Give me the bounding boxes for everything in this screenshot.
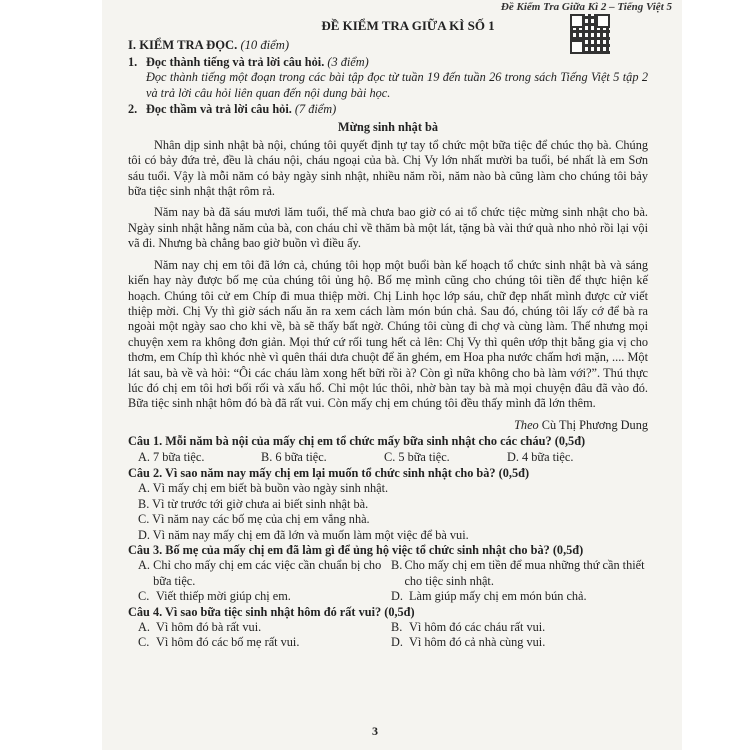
question-points: (0,5đ) (384, 604, 415, 619)
question-text: Câu 3. Bố mẹ của mấy chị em đã làm gì để ủng hộ việc tổ chức sinh nhật cho bà? (128, 543, 550, 557)
story-paragraph: Năm nay bà đã sáu mươi lăm tuổi, thế mà chưa bao giờ có ai tổ chức tiệc mừng sinh nhật cho bà. Ngày sinh nhật hằng năm của bà, con cháu chỉ về thăm bà một lát, tặng bà vài thứ quà nho nhỏ rồi lại vội vã đi. Nhưng bà chẳng bao giờ buồn vì điều ấy. (128, 205, 648, 251)
option-text: Vì hôm đó các bố mẹ rất vui. (156, 635, 300, 650)
answer-option[interactable] (138, 589, 383, 604)
option-label: D. (391, 635, 403, 650)
item-points: (3 điểm) (327, 54, 369, 69)
question-points: (0,5đ) (554, 434, 586, 449)
item-number: 1. (128, 54, 138, 69)
option-label: D. (391, 589, 403, 604)
question-text: Câu 2. Vì sao năm nay mấy chị em lại muốn tổ chức sinh nhật cho bà? (128, 465, 496, 480)
option-label: A. (138, 620, 150, 635)
item-label: Đọc thành tiếng và trả lời câu hỏi. (146, 54, 325, 69)
question-2 (128, 466, 648, 481)
running-header: Đề Kiểm Tra Giữa Kì 2 – Tiếng Việt 5 (500, 1, 672, 13)
option-label: C. (138, 589, 150, 604)
option-text: Viết thiếp mời giúp chị em. (156, 589, 291, 604)
instruction-item-2 (128, 102, 648, 117)
answer-option[interactable] (391, 558, 653, 589)
question-1-options (138, 450, 648, 465)
page-title: ĐỀ KIỂM TRA GIỮA KÌ SỐ 1 (321, 18, 495, 33)
answer-option[interactable] (138, 635, 383, 650)
option-text: Vì hôm đó cả nhà cùng vui. (409, 635, 546, 650)
option-text: Cho mấy chị em tiền để mua những thứ cần thiết cho tiệc sinh nhật. (404, 558, 645, 588)
instruction-item-1 (128, 55, 648, 70)
option-label: B. (391, 558, 403, 573)
question-text: Câu 1. Mỗi năm bà nội của mấy chị em tổ chức mấy bữa sinh nhật cho các cháu? (128, 434, 552, 449)
question-points: (0,5đ) (498, 465, 530, 480)
story-source (128, 418, 648, 433)
document-page (102, 0, 682, 750)
section-heading (128, 38, 648, 53)
item-label: Đọc thầm và trả lời câu hỏi. (146, 102, 292, 117)
item-description: Đọc thành tiếng một đoạn trong các bài tập đọc từ tuần 19 đến tuần 26 trong sách Tiếng Việt 5 tập 2 và trả lời câu hỏi liên quan đến nội dung bài học. (146, 70, 648, 100)
answer-option[interactable] (391, 589, 653, 604)
question-text: Câu 4. Vì sao bữa tiệc sinh nhật hôm đó rất vui? (128, 604, 382, 619)
section-heading-text: I. KIỂM TRA ĐỌC. (128, 38, 238, 53)
answer-option[interactable]: B. Vì từ trước tới giờ chưa ai biết sinh nhật bà. (138, 496, 369, 511)
answer-option[interactable]: D. 4 bữa tiệc. (507, 449, 574, 464)
story-paragraph: Nhân dịp sinh nhật bà nội, chúng tôi quyết định tự tay tổ chức một bữa tiệc để chúc thọ bà. Chúng tôi có bảy đứa trẻ, đều là cháu nội, cháu ngoại của bà. Chị Vy lớn nhất mười ba tuổi, bé nhất là em Sơn sáu tuổi. Vậy là mỗi năm có bảy ngày sinh nhật, nhiều năm rồi, năm nào bà cũng làm cho chúng tôi bảy bữa tiệc sinh nhật thật rôm rả. (128, 137, 648, 199)
story-title: Mừng sinh nhật bà (338, 120, 438, 135)
answer-option[interactable] (138, 558, 383, 589)
story-paragraph: Năm nay chị em tôi đã lớn cả, chúng tôi họp một buổi bàn kế hoạch tổ chức sinh nhật bà và sáng kiến hay này được bố mẹ của chúng tôi ủng hộ. Bố mẹ mình cũng cho chúng tôi tiền để thực hiện kế hoạch. Chúng tôi cử em Chíp đi mua thiệp mời. Chị Linh học lớp sáu, chữ đẹp nhất mình được cử viết thiệp mời. Chị Vy thì giờ sách nấu ăn ra xem cách làm món bún chả. Sau đó, chúng tôi lấy cớ để bà ra ngoài một ngày sao cho khi về, bà sẽ thấy bất ngờ. Chúng tôi cùng đi chợ và cùng làm. Thế nhưng mọi chuyện xem ra không đơn giản. Mọi thứ cứ rối tung hết cả lên: Chị Vy thì quên ướp thịt bằng gia vị cho thơm, em Chíp thì khóc nhè vì quên thái dưa chuột để ăn ghém, em Hoa pha nước chấm hơi mặn, .... Một lát sau, bà về và hỏi: “Ôi các cháu làm xong hết bữi rồi à? Còn gì nữa không cho bà làm với?”. Thú thực lúc đó chị em tôi hơi bối rối và xấu hổ. Chỉ một lúc thôi, nhờ bàn tay bà mà mọi chuyện đâu đã vào đó. Bữa tiệc sinh nhật hôm đó bà đã rất vui. Còn mấy chị em chúng tôi đều thấy mình đã lớn thêm. (128, 257, 648, 411)
answer-option[interactable]: B. 6 bữa tiệc. (261, 449, 327, 464)
answer-option[interactable] (391, 620, 653, 635)
answer-option[interactable]: C. 5 bữa tiệc. (384, 449, 450, 464)
option-label: C. (138, 635, 150, 650)
question-points: (0,5đ) (552, 543, 584, 557)
source-prefix: Theo (514, 417, 539, 432)
option-text: Vì hôm đó bà rất vui. (156, 620, 262, 635)
question-4-options (138, 620, 648, 651)
document-content (128, 18, 648, 651)
answer-option[interactable]: D. Vì năm nay mấy chị em đã lớn và muốn làm một việc để bà vui. (138, 527, 469, 542)
question-4 (128, 605, 648, 620)
option-text: Chỉ cho mấy chị em các việc cần chuẩn bị cho bữa tiệc. (153, 558, 382, 588)
item-points: (7 điểm) (294, 102, 337, 117)
page-number: 3 (372, 724, 378, 738)
option-label: A. (138, 558, 150, 573)
item-number: 2. (128, 102, 138, 117)
answer-option[interactable]: C. Vì năm nay các bố mẹ của chị em vắng nhà. (138, 512, 370, 527)
answer-option[interactable] (391, 635, 653, 650)
option-text: Vì hôm đó các cháu rất vui. (409, 620, 546, 635)
question-1 (128, 434, 648, 449)
answer-option[interactable]: A. Vì mấy chị em biết bà buồn vào ngày sinh nhật. (138, 481, 389, 496)
section-points: (10 điểm) (240, 38, 290, 53)
source-author: Cù Thị Phương Dung (541, 417, 648, 432)
answer-option[interactable]: A. 7 bữa tiệc. (138, 449, 205, 464)
option-text: Làm giúp mấy chị em món bún chả. (409, 589, 587, 604)
option-label: B. (391, 620, 403, 635)
question-3-options (138, 558, 648, 604)
question-3 (128, 543, 648, 558)
answer-option[interactable] (138, 620, 383, 635)
